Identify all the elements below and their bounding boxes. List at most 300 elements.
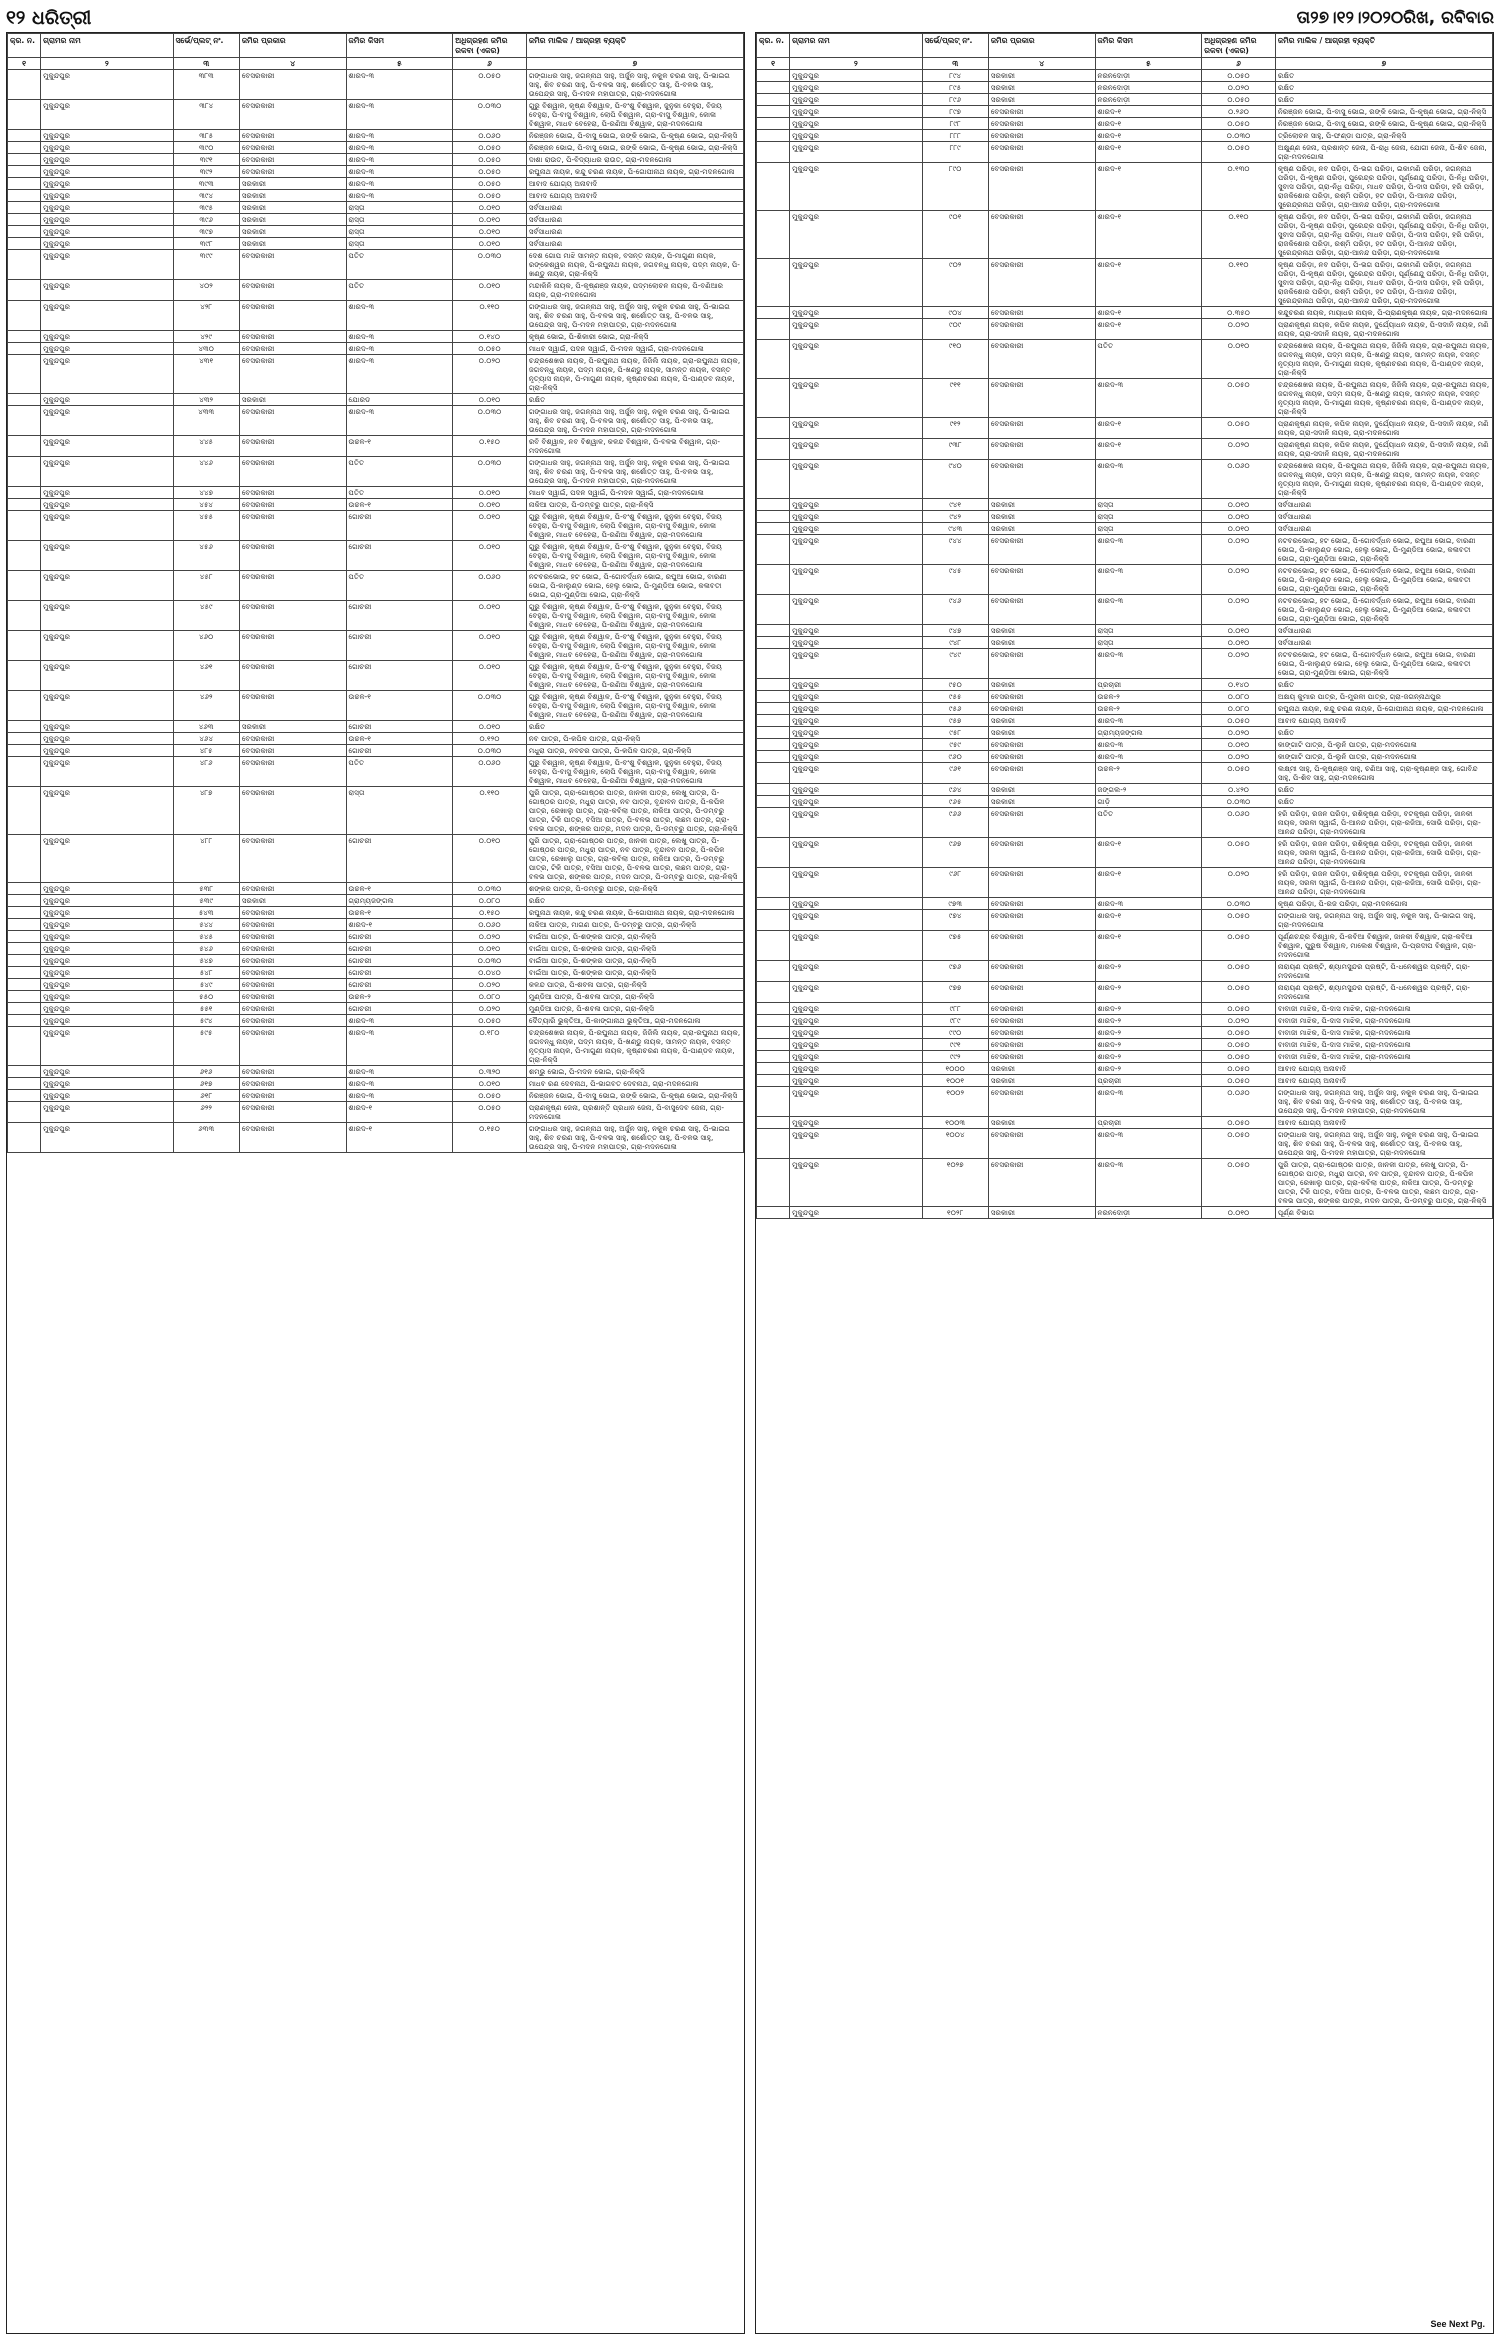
plot-number-cell: ୮୯୮ xyxy=(922,118,988,130)
plot-number-cell: ୪୫୮ xyxy=(173,571,239,601)
land-type-cell: ବେସରକାରୀ xyxy=(239,301,346,331)
serial-cell xyxy=(8,487,41,499)
serial-cell xyxy=(757,1087,790,1117)
header-cell: ଜମିର କିସମ xyxy=(346,34,453,58)
table-header-row xyxy=(8,34,744,58)
owner-cell: ନିରଞ୍ଜନ ଭୋଇ, ପି-ବାସୁ ଭୋଇ, ରଙ୍କି ଭୋଇ, ପି-କୃଷ୍ଣ ଭୋଇ, ଗ୍ରା-ନିକ୍ସି xyxy=(1275,118,1492,130)
owner-cell: ପୂର୍ଣ୍ଣ ବିଭାଗ xyxy=(1275,1207,1492,1219)
owner-cell: କୃଷ୍ଣ ପରିଡ଼ା, ନବ ପରିଡ଼ା, ପି-ଭଗ ପରିଡ଼ା, ଇକାମଣି ପରିଡ଼ା, ଜଗନ୍ନାଥ ପରିଡ଼ା, ପି-କୃଷ୍ଣ ପରିଡ଼ା, ପୁରେନ୍ଦ୍ର ପରିଡ଼ା, ପୂର୍ଣ୍ଣେନ୍ଦୁ ପରିଡ଼ା, ପି-ନିଧି ପରିଡ଼ା, ସୁବାସ ପରିଡ଼ା, ଗ୍ରା-ନିଧି ପରିଡ଼ା, ମାଧବ ପରିଡ଼ା, ପି-ଦାସ ପରିଡ଼ା, ହରି ପରିଡ଼ା, ରାଜକିଶୋର ପରିଡ଼ା, ରଶ୍ମି ପରିଡ଼ା, ହଟ ପରିଡ଼ା, ପି-ଆନନ୍ଦ ପରିଡ଼ା, ସୁରେନ୍ଦ୍ରନାଥ ପରିଡ଼ା, ଗ୍ରା-ଆନନ୍ଦ ପରିଡ଼ା, ଗ୍ରା-ମଦନଗୋଳା xyxy=(1275,259,1492,307)
serial-cell xyxy=(8,226,41,238)
owner-cell: ରକ୍ଷିତ xyxy=(1275,796,1492,808)
column-number-row xyxy=(757,58,1493,70)
land-type-cell: ବେସରକାରୀ xyxy=(988,649,1095,679)
village-cell: ମୁକୁନ୍ଦପୁର xyxy=(790,751,922,763)
area-cell: ୦.୦୩୦ xyxy=(453,250,527,280)
owner-cell: ବାବାଜୀ ମାଝିକ, ପି-ଦାସ ମାଝିକ, ଗ୍ରା-ମଦନଗୋଳା xyxy=(1275,1039,1492,1051)
village-cell: ମୁକୁନ୍ଦପୁର xyxy=(41,745,173,757)
serial-cell xyxy=(757,739,790,751)
table-row xyxy=(757,727,1493,739)
plot-number-cell: ୫୪୫ xyxy=(173,931,239,943)
area-cell: ୦.୦୫୦ xyxy=(1202,1039,1276,1051)
area-cell: ୦.୦୩୦ xyxy=(453,406,527,436)
land-class-cell: ଉଚ୍ଚଳ-୨ xyxy=(1095,703,1202,715)
area-cell: ୦.୦୫୦ xyxy=(453,142,527,154)
serial-cell xyxy=(757,499,790,511)
date-label: ତା୨୭।୧୨।୨୦୨୦ରିଖ, ରବିବାର xyxy=(1296,8,1494,28)
village-cell: ମୁକୁନ୍ଦପୁର xyxy=(41,100,173,130)
owner-cell: ରଘୁନାଥ ନାୟକ, କନ୍ଦୁ ଚରଣ ନାୟକ, ପି-ଗୋପୀନାଥ ନାୟକ, ଗ୍ରା-ମଦନଗୋଳା xyxy=(526,166,743,178)
table-row xyxy=(8,1027,744,1066)
header-cell: ଗ୍ରାମର ନାମ xyxy=(790,34,922,58)
land-type-cell: ସରକାରୀ xyxy=(988,625,1095,637)
column-number: ୧ xyxy=(757,58,790,70)
area-cell: ୦.୦୫୦ xyxy=(1202,1027,1276,1039)
plot-number-cell: ୪୬୦ xyxy=(173,631,239,661)
village-cell: ମୁକୁନ୍ଦପୁର xyxy=(790,1003,922,1015)
table-row xyxy=(8,835,744,883)
village-cell: ମୁକୁନ୍ଦପୁର xyxy=(41,142,173,154)
serial-cell xyxy=(8,991,41,1003)
header-cell: ସର୍ଭେ/ପ୍ଲଟ୍ ନଂ. xyxy=(173,34,239,58)
village-cell: ମୁକୁନ୍ଦପୁର xyxy=(41,250,173,280)
land-type-cell: ସରକାରୀ xyxy=(239,238,346,250)
plot-number-cell: ୯୭୭ xyxy=(922,982,988,1003)
serial-cell xyxy=(757,565,790,595)
village-cell: ମୁକୁନ୍ଦପୁର xyxy=(41,457,173,487)
land-class-cell: ଶାରଦ-୨ xyxy=(1095,961,1202,982)
land-class-cell: ଶାରଦ-୨ xyxy=(1095,1051,1202,1063)
serial-cell xyxy=(757,523,790,535)
table-row xyxy=(757,106,1493,118)
table-row xyxy=(8,487,744,499)
plot-number-cell: ୯୫୮ xyxy=(922,727,988,739)
village-cell: ମୁକୁନ୍ଦପୁର xyxy=(790,106,922,118)
village-cell: ମୁକୁନ୍ଦପୁର xyxy=(790,784,922,796)
serial-cell xyxy=(757,898,790,910)
plot-number-cell: ୮୯୭ xyxy=(922,106,988,118)
village-cell: ମୁକୁନ୍ଦପୁର xyxy=(41,280,173,301)
land-type-cell: ବେସରକାରୀ xyxy=(239,166,346,178)
land-class-cell: ଶାରଦ-୧ xyxy=(1095,118,1202,130)
serial-cell xyxy=(8,190,41,202)
table-row xyxy=(8,238,744,250)
land-type-cell: ବେସରକାରୀ xyxy=(988,106,1095,118)
village-cell: ମୁକୁନ୍ଦପୁର xyxy=(41,895,173,907)
table-row xyxy=(757,868,1493,898)
area-cell: ୦.୦୫୦ xyxy=(1202,418,1276,439)
owner-cell: ପୂର୍ଣ୍ଣଚନ୍ଦ୍ର ବିଶ୍ୱାଳ, ପି-କବିଆ ବିଶ୍ୱାଳ, ଜାନକୀ ବିଶ୍ୱାଳ, ଗ୍ରା-କବିଆ ବିଶ୍ୱାଳ, ପୁରୁଷ ବିଶ୍ୱାଳ, ମାଲେଶ ବିଶ୍ୱାଳ, ପି-ପ୍ରଦୀପ ବିଶ୍ୱାଳ, ଗ୍ରା-ମଦନଗୋଳା xyxy=(1275,931,1492,961)
serial-cell xyxy=(757,784,790,796)
land-class-cell: ଶାରଦ-୧ xyxy=(1095,142,1202,163)
land-type-cell: ସରକାରୀ xyxy=(988,796,1095,808)
area-cell: ୦.୦୮୦ xyxy=(453,991,527,1003)
land-type-cell: ବେସରକାରୀ xyxy=(239,919,346,931)
serial-cell xyxy=(757,142,790,163)
table-row xyxy=(757,691,1493,703)
serial-cell xyxy=(8,343,41,355)
land-class-cell: ରାସ୍ତା xyxy=(346,787,453,835)
land-class-cell: ପତିତ xyxy=(346,487,453,499)
land-type-cell: ସରକାରୀ xyxy=(239,226,346,238)
land-class-cell: ଶାରଦ-୩ xyxy=(346,406,453,436)
table-row xyxy=(757,523,1493,535)
area-cell: ୦.୦୧୦ xyxy=(453,238,527,250)
area-cell: ୦.୦୧୦ xyxy=(453,601,527,631)
village-cell: ମୁକୁନ୍ଦପୁର xyxy=(790,625,922,637)
village-cell: ମୁକୁନ୍ଦପୁର xyxy=(41,1090,173,1102)
area-cell: ୦.୧୨୦ xyxy=(453,733,527,745)
serial-cell xyxy=(8,331,41,343)
village-cell: ମୁକୁନ୍ଦପୁର xyxy=(790,595,922,625)
plot-number-cell: ୪୫୯ xyxy=(173,601,239,631)
village-cell: ମୁକୁନ୍ଦପୁର xyxy=(790,259,922,307)
land-type-cell: ବେସରକାରୀ xyxy=(239,130,346,142)
column-number: ୪ xyxy=(239,58,346,70)
owner-cell: ବାବାଜୀ ମାଝିକ, ପି-ଦାସ ମାଝିକ, ଗ୍ରା-ମଦନଗୋଳା xyxy=(1275,1015,1492,1027)
land-class-cell: ଗାଡ଼ି xyxy=(1095,796,1202,808)
serial-cell xyxy=(8,1027,41,1066)
village-cell: ମୁକୁନ୍ଦପୁର xyxy=(41,226,173,238)
serial-cell xyxy=(8,214,41,226)
table-row xyxy=(8,280,744,301)
serial-cell xyxy=(757,94,790,106)
land-type-cell: ବେସରକାରୀ xyxy=(988,418,1095,439)
area-cell: ୦.୧୧୦ xyxy=(453,301,527,331)
area-cell: ୦.୦୫୦ xyxy=(453,154,527,166)
area-cell: ୦.୦୫୦ xyxy=(453,1015,527,1027)
table-row xyxy=(8,631,744,661)
owner-cell: ପୁରି ପାତ୍ର, ଗ୍ରା-ଗୋଷ୍ଠର ପାତ୍ର, ଜାନକୀ ପାତ୍ର, ଲେଖୁ ପାତ୍ର, ପି-ଗୋଷ୍ଠର ପାତ୍ର, ମଧୁରା ପାତ୍ର, ନବ ପାତ୍ର, ବୃନ୍ଦାବନ ପାତ୍ର, ପି-କପିଳ ପାତ୍ର, ରେଖାଲୁ ପାତ୍ର, ଗ୍ରା-କବିଲା ପାତ୍ର, ନାକିଆ ପାତ୍ର, ପି-ଡମ୍ବରୁ ପାତ୍ର, ଟିକି ପାତ୍ର, ବସିଆ ପାତ୍ର, ପି-ବଳଭ ପାତ୍ର, ଲଛମ ପାତ୍ର, ଗ୍ରା-ବଳଭ ପାତ୍ର, ଶଙ୍କର ପାତ୍ର, ମଦନ ପାତ୍ର, ପି-ଡମ୍ବରୁ ପାତ୍ର, ଗ୍ରା-ନିକ୍ସି xyxy=(526,835,743,883)
land-type-cell: ବେସରକାରୀ xyxy=(988,211,1095,259)
land-class-cell: ଶାରଦ-୩ xyxy=(346,1015,453,1027)
plot-number-cell: ୯୪୯ xyxy=(922,649,988,679)
land-class-cell: ପ୍ରଚାରୀ xyxy=(1095,1117,1202,1129)
plot-number-cell: ୯୬୭ xyxy=(922,838,988,868)
land-type-cell: ସରକାରୀ xyxy=(988,94,1095,106)
plot-number-cell: ୩୯୦ xyxy=(173,142,239,154)
land-type-cell: ବେସରକାରୀ xyxy=(239,1066,346,1078)
village-cell: ମୁକୁନ୍ଦପୁର xyxy=(41,919,173,931)
table-body-right xyxy=(757,70,1493,1219)
land-type-cell: ବେସରକାରୀ xyxy=(239,745,346,757)
plot-number-cell: ୪୩୧ xyxy=(173,355,239,394)
plot-number-cell: ୯୪୫ xyxy=(922,565,988,595)
land-type-cell: ସରକାରୀ xyxy=(988,82,1095,94)
plot-number-cell: ୪୮୬ xyxy=(173,757,239,787)
village-cell: ମୁକୁନ୍ଦପୁର xyxy=(41,1123,173,1153)
owner-cell: ରକ୍ଷିତ xyxy=(1275,94,1492,106)
plot-number-cell: ୯୫୯ xyxy=(922,739,988,751)
area-cell: ୦.୧୫୦ xyxy=(453,1123,527,1153)
land-class-cell: ଶାରଦ-୩ xyxy=(346,1066,453,1078)
table-row xyxy=(8,70,744,100)
land-class-cell: ଉଚ୍ଚଳ-୨ xyxy=(1095,763,1202,784)
serial-cell xyxy=(8,733,41,745)
table-row xyxy=(8,355,744,394)
village-cell: ମୁକୁନ୍ଦପୁର xyxy=(790,379,922,418)
land-type-cell: ବେସରକାରୀ xyxy=(239,1027,346,1066)
land-type-cell: ସରକାରୀ xyxy=(239,394,346,406)
land-type-cell: ବେସରକାରୀ xyxy=(239,499,346,511)
land-type-cell: ବେସରକାରୀ xyxy=(988,379,1095,418)
table-row xyxy=(8,1003,744,1015)
land-class-cell: ଶାରଦ-୨ xyxy=(1095,1039,1202,1051)
table-body-left xyxy=(8,70,744,1153)
owner-cell: ଚନ୍ଦ୍ରଶେଖର ନାୟକ, ପି-ରଘୁନାଥ ନାୟକ, ଜିଜିଲି ନାୟକ, ଗ୍ରା-ରଘୁନାଥ ନାୟକ, ଜଗବନ୍ଧୁ ନାୟକ, ପଦ୍ମ ନାୟକ, ପି-ଖଣ୍ଡୁ ନାୟକ, ସାମନ୍ତ ନାୟକ, ବସନ୍ତ ନୃତ୍ୟାସ ନାୟକ, ପି-ମାଗୁଣୀ ନାୟକ, କୃଷ୍ଣଚରଣ ନାୟକ, ପି-ପାଣ୍ଡବ ନାୟକ, ଗ୍ରା-ନିକ୍ସି xyxy=(1275,379,1492,418)
land-type-cell: ବେସରକାରୀ xyxy=(988,439,1095,460)
land-type-cell: ସରକାରୀ xyxy=(239,214,346,226)
plot-number-cell: ୯୯୦ xyxy=(922,1027,988,1039)
area-cell: ୦.୦୧୦ xyxy=(1202,739,1276,751)
land-type-cell: ବେସରକାରୀ xyxy=(988,142,1095,163)
area-cell: ୦.୦୫୦ xyxy=(1202,763,1276,784)
land-class-cell: ଉଚ୍ଚଳ-୧ xyxy=(346,436,453,457)
village-cell: ମୁକୁନ୍ଦପୁର xyxy=(790,1039,922,1051)
land-class-cell: ରାସ୍ତା xyxy=(1095,499,1202,511)
area-cell: ୦.୦୫୦ xyxy=(453,1102,527,1123)
table-row xyxy=(8,571,744,601)
header-cell: ଜମିର ମାଲିକ / ଆଗ୍ରହୀ ବ୍ୟକ୍ତି xyxy=(1275,34,1492,58)
plot-number-cell: ୧୦୦୧ xyxy=(922,1075,988,1087)
land-class-cell: ଶାରଦ-୨ xyxy=(1095,1003,1202,1015)
owner-cell: ନାକିଆ ପାତ୍ର, ପି-ଡମ୍ବରୁ ପାତ୍ର, ଗ୍ରା-ନିକ୍ସି xyxy=(526,499,743,511)
table-row xyxy=(757,838,1493,868)
serial-cell xyxy=(8,394,41,406)
table-row xyxy=(8,100,744,130)
land-class-cell: ଶାରଦ-୩ xyxy=(346,166,453,178)
table-row xyxy=(757,259,1493,307)
owner-cell: ପ୍ରାଣକୃଷ୍ଣ ନାୟକ, କପିଳ ନାୟକ, ଦୁର୍ଯ୍ୟୋଧନ ନାୟକ, ପି-ସଦାନି ନାୟକ, ମଣି ନାୟକ, ଗ୍ରା-ସଦାନି ନାୟକ, ଗ୍ରା-ମଦନଗୋଳା xyxy=(1275,319,1492,340)
area-cell: ୦.୦୩୦ xyxy=(1202,796,1276,808)
serial-cell xyxy=(757,910,790,931)
land-type-cell: ବେସରକାରୀ xyxy=(239,487,346,499)
village-cell: ମୁକୁନ୍ଦପୁର xyxy=(41,571,173,601)
table-row xyxy=(757,307,1493,319)
table-row xyxy=(757,82,1493,94)
serial-cell xyxy=(757,118,790,130)
area-cell: ୦.୦୧୦ xyxy=(1202,511,1276,523)
plot-number-cell: ୫୩୮ xyxy=(173,883,239,895)
plot-number-cell: ୯୪୪ xyxy=(922,535,988,565)
plot-number-cell: ୬୨୨ xyxy=(173,1102,239,1123)
area-cell: ୦.୦୨୦ xyxy=(453,1003,527,1015)
table-row xyxy=(8,955,744,967)
land-type-cell: ବେସରକାରୀ xyxy=(988,739,1095,751)
owner-cell: ଗଙ୍ଗାଧର ସାହୁ, ଜଗନ୍ନାଥ ସାହୁ, ଅର୍ଜୁନ ସାହୁ, ନକୁଳ ଚରଣ ସାହୁ, ପି-ଭାଇଗ ସାହୁ, ଶିବ ଚରଣ ସାହୁ, ପି-ବଳଭ ସାହୁ, ଶର୍ଶୋତ୍ତ ସାହୁ, ପି-ବଳଭ ସାହୁ, ଉପେନ୍ଦ୍ର ସାହୁ, ପି-ମଦନ ମହାପାତ୍ର, ଗ୍ରା-ମଦନଗୋଳା xyxy=(526,457,743,487)
land-type-cell: ବେସରକାରୀ xyxy=(239,835,346,883)
village-cell: ମୁକୁନ୍ଦପୁର xyxy=(790,163,922,211)
land-type-cell: ବେସରକାରୀ xyxy=(239,757,346,787)
land-type-cell: ବେସରକାରୀ xyxy=(239,100,346,130)
owner-cell: ମନ୍ଦାକିନି ନାୟକ, ପି-କୃଷ୍ଣଞ୍ଜ ନାୟକ, ପଦ୍ମଲୋଚନ ନାୟକ, ପି-ବଣିଆର ନାୟକ, ଗ୍ରା-ମଦନଗୋଳା xyxy=(526,280,743,301)
land-type-cell: ସରକାରୀ xyxy=(988,511,1095,523)
land-type-cell: ବେସରକାରୀ xyxy=(988,1051,1095,1063)
area-cell: ୦.୧୪୦ xyxy=(1202,679,1276,691)
table-row xyxy=(8,343,744,355)
serial-cell xyxy=(757,1207,790,1219)
village-cell: ମୁକୁନ୍ଦପୁର xyxy=(790,931,922,961)
area-cell: ୦.୦୧୦ xyxy=(453,511,527,541)
plot-number-cell: ୩୯୧ xyxy=(173,154,239,166)
area-cell: ୦.୦୫୦ xyxy=(1202,70,1276,82)
serial-cell xyxy=(8,631,41,661)
header-cell: ଗ୍ରାମର ନାମ xyxy=(41,34,173,58)
area-cell: ୦.୦୧୦ xyxy=(453,661,527,691)
land-type-cell: ବେସରକାରୀ xyxy=(239,601,346,631)
serial-cell xyxy=(8,601,41,631)
village-cell: ମୁକୁନ୍ଦପୁର xyxy=(790,499,922,511)
table-row xyxy=(757,751,1493,763)
area-cell: ୦.୦୫୦ xyxy=(1202,910,1276,931)
table-row xyxy=(8,661,744,691)
land-class-cell: ଗୋଚରୀ xyxy=(346,631,453,661)
plot-number-cell: ୩୯୫ xyxy=(173,202,239,214)
area-cell: ୦.୦୧୦ xyxy=(1202,637,1276,649)
land-type-cell: ବେସରକାରୀ xyxy=(239,1078,346,1090)
serial-cell xyxy=(757,511,790,523)
area-cell: ୦.୦୬୦ xyxy=(1202,1087,1276,1117)
village-cell: ମୁକୁନ୍ଦପୁର xyxy=(41,214,173,226)
table-row xyxy=(757,595,1493,625)
land-class-cell: ଜଙ୍ଗଲ-୨ xyxy=(1095,784,1202,796)
plot-number-cell: ୫୪୭ xyxy=(173,955,239,967)
village-cell: ମୁକୁନ୍ଦପୁର xyxy=(790,523,922,535)
serial-cell xyxy=(757,418,790,439)
serial-cell xyxy=(757,340,790,379)
owner-cell: କାଙ୍ଗାଟି ପାତ୍ର, ପି-ଲୁନି ପାତ୍ର, ଗ୍ରା-ମଦନଗୋଳା xyxy=(1275,739,1492,751)
plot-number-cell: ୮୯୦ xyxy=(922,163,988,211)
table-row xyxy=(8,394,744,406)
village-cell: ମୁକୁନ୍ଦପୁର xyxy=(790,535,922,565)
area-cell: ୦.୧୧୦ xyxy=(1202,259,1276,307)
owner-cell: ଗୁରୁ ବିଶ୍ୱାଳ, କୃଷ୍ଣ ବିଶ୍ୱାଳ, ପି-ବଂଶୁ ବିଶ୍ୱାଳ, ଜୁନୁକା ବେହୁରା, ବିଜୟ ବେହୁରା, ପି-ବାସୁ ବିଶ୍ୱାଳ, ଲୋପି ବିଶ୍ୱାଳ, ଗ୍ରା-ବାସୁ ବିଶ୍ୱାଳ, କୋଳା ବିଶ୍ୱାଳ, ମାଧବ ବେହେରା, ପି-ରଣିଆ ବିଶ୍ୱାଳ, ଗ୍ରା-ମଦନଗୋଳା xyxy=(526,601,743,631)
owner-cell: ମୁଣ୍ଡିଆ ପାତ୍ର, ପି-ଶବଳା ପାତ୍ର, ଗ୍ରା-ନିକ୍ସି xyxy=(526,1003,743,1015)
land-class-cell: ରାସ୍ତା xyxy=(346,238,453,250)
land-class-cell: ଶାରଦ-୧ xyxy=(346,919,453,931)
village-cell: ମୁକୁନ୍ଦପୁର xyxy=(790,796,922,808)
land-class-cell: ଗୋଚରୀ xyxy=(346,943,453,955)
table-row xyxy=(8,919,744,931)
plot-number-cell: ୫୪୪ xyxy=(173,919,239,931)
land-type-cell: ସରକାରୀ xyxy=(988,70,1095,82)
plot-number-cell: ୫୫୧ xyxy=(173,1003,239,1015)
header-cell: ଅଧିଗ୍ରହଣ ଜମିର ରକବା (ଏକର) xyxy=(1202,34,1276,58)
owner-cell: ନଟବରଭୋଇ, ହଟ ଭୋଇ, ପି-ଗୋବର୍ଦ୍ଧନ ଭୋଇ, ରଘୁଆ ଭୋଇ, ବାରଣୀ ଭୋଇ, ପି-କାଲୁଣ୍ଡ ଭୋଇ, ହେଲୁ ଭୋଇ, ପି-ମୁଣ୍ଡିଆ ଭୋଇ, କଳାବତୀ ଭୋଇ, ଗ୍ରା-ମୁଣ୍ଡିଆ ଭୋଇ, ଗ୍ରା-ନିକ୍ସି xyxy=(1275,595,1492,625)
village-cell: ମୁକୁନ୍ଦପୁର xyxy=(790,763,922,784)
table-row xyxy=(8,142,744,154)
owner-cell: ବାଇଁଆ ପାତ୍ର, ପି-ଶଙ୍କର ପାତ୍ର, ଗ୍ରା-ନିକ୍ସି xyxy=(526,943,743,955)
page-label: ୧୨ ଧରିତ୍ରୀ xyxy=(6,7,92,29)
area-cell: ୦.୦୫୦ xyxy=(1202,961,1276,982)
serial-cell xyxy=(757,982,790,1003)
area-cell: ୦.୧୪୦ xyxy=(453,331,527,343)
table-row xyxy=(757,163,1493,211)
serial-cell xyxy=(8,571,41,601)
column-number: ୨ xyxy=(790,58,922,70)
table-row xyxy=(757,1159,1493,1207)
village-cell: ମୁକୁନ୍ଦପୁର xyxy=(790,94,922,106)
owner-cell: ଗଙ୍ଗାଧର ସାହୁ, ଜଗନ୍ନାଥ ସାହୁ, ଅର୍ଜୁନ ସାହୁ, ନକୁଳ ସାହୁ, ପି-ଭାଇଗ ସାହୁ, ଗ୍ରା-ମଦନଗୋଳା xyxy=(1275,910,1492,931)
owner-cell: ଆବାଦ ଯୋଗ୍ୟ ଅନାବାଦି xyxy=(526,190,743,202)
serial-cell xyxy=(8,1066,41,1078)
plot-number-cell: ୫୯୪ xyxy=(173,1015,239,1027)
land-class-cell: ଶାରଦ-୧ xyxy=(1095,910,1202,931)
land-type-cell: ବେସରକାରୀ xyxy=(239,631,346,661)
area-cell: ୦.୦୬୦ xyxy=(453,919,527,931)
table-row xyxy=(8,757,744,787)
owner-cell: ଲକ୍ଷ୍ମୀ ସାହୁ, ପି-କୃଷ୍ଣଞ୍ଜ ସାହୁ, ଚଣିଆ ସାହୁ, ଗ୍ରା-କୃଷ୍ଣଞ୍ଜ ସାହୁ, ଗୋବିନ୍ଦ ସାହୁ, ପି-ଶିବ ସାହୁ, ଗ୍ରା-ମଦନଗୋଳା xyxy=(1275,763,1492,784)
table-row xyxy=(8,226,744,238)
plot-number-cell: ୩୮୩ xyxy=(173,70,239,100)
plot-number-cell: ୪୬୧ xyxy=(173,661,239,691)
village-cell: ମୁକୁନ୍ଦପୁର xyxy=(41,733,173,745)
area-cell: ୦.୩୫୦ xyxy=(1202,307,1276,319)
land-class-cell: ଗୋଚରୀ xyxy=(346,931,453,943)
owner-cell: ବାବାଜୀ ମାଝିକ, ପି-ଦାସ ମାଝିକ, ଗ୍ରା-ମଦନଗୋଳା xyxy=(1275,1003,1492,1015)
table-row xyxy=(757,418,1493,439)
area-cell: ୦.୦୫୦ xyxy=(1202,838,1276,868)
table-row xyxy=(8,1078,744,1090)
village-cell: ମୁକୁନ୍ଦପୁର xyxy=(41,499,173,511)
village-cell: ମୁକୁନ୍ଦପୁର xyxy=(790,307,922,319)
village-cell: ମୁକୁନ୍ଦପୁର xyxy=(41,238,173,250)
area-cell: ୦.୧୧୦ xyxy=(1202,211,1276,259)
land-class-cell: ଗୋଚରୀ xyxy=(346,1003,453,1015)
area-cell: ୦.୦୩୦ xyxy=(453,691,527,721)
serial-cell xyxy=(8,745,41,757)
serial-cell xyxy=(757,868,790,898)
serial-cell xyxy=(757,961,790,982)
owner-cell: ମାଧବ ସ୍ୱାଇଁ, ପଦନ ସ୍ୱାଇଁ, ପି-ମଦନ ସ୍ୱାଇଁ, ଗ୍ରା-ମଦନଗୋଳା xyxy=(526,343,743,355)
land-class-cell: ପତିତ xyxy=(346,457,453,487)
serial-cell xyxy=(8,238,41,250)
table-row xyxy=(757,910,1493,931)
plot-number-cell: ୯୫୦ xyxy=(922,679,988,691)
table-row xyxy=(757,1129,1493,1159)
table-row xyxy=(8,691,744,721)
area-cell: ୦.୦୬୦ xyxy=(453,571,527,601)
land-class-cell: ଗ୍ରାମ୍ୟଜଙ୍ଗଲ xyxy=(346,895,453,907)
land-type-cell: ବେସରକାରୀ xyxy=(239,691,346,721)
village-cell: ମୁକୁନ୍ଦପୁର xyxy=(41,406,173,436)
plot-number-cell: ୪୪୫ xyxy=(173,436,239,457)
village-cell: ମୁକୁନ୍ଦପୁର xyxy=(790,808,922,838)
plot-number-cell: ୫୯୫ xyxy=(173,1027,239,1066)
plot-number-cell: ୯୭୪ xyxy=(922,910,988,931)
land-type-cell: ବେସରକାରୀ xyxy=(239,331,346,343)
table-row xyxy=(757,1087,1493,1117)
owner-cell: ରକ୍ଷିତ xyxy=(526,394,743,406)
owner-cell: ସର୍ବସାଧାରଣ xyxy=(1275,625,1492,637)
serial-cell xyxy=(8,1003,41,1015)
owner-cell: ଗଙ୍ଗାଧର ସାହୁ, ଜଗନ୍ନାଥ ସାହୁ, ଅର୍ଜୁନ ସାହୁ, ନକୁଳ ଚରଣ ସାହୁ, ପି-ଭାଇଗ ସାହୁ, ଶିବ ଚରଣ ସାହୁ, ପି-ବଳଭ ସାହୁ, ଶର୍ଶୋତ୍ତ ସାହୁ, ପି-ବଳଭ ସାହୁ, ଉପେନ୍ଦ୍ର ସାହୁ, ପି-ମଦନ ମହାପାତ୍ର, ଗ୍ରା-ମଦନଗୋଳା xyxy=(526,301,743,331)
owner-cell: ମଧୁରା ପାତ୍ର, ନବଚର ପାତ୍ର, ପି-କପିଳ ପାତ୍ର, ଗ୍ରା-ନିକ୍ସି xyxy=(526,745,743,757)
header-cell: କ୍ର. ନ. xyxy=(8,34,41,58)
serial-cell xyxy=(757,931,790,961)
plot-number-cell: ୯୬୧ xyxy=(922,763,988,784)
owner-cell: ଆବାଦ ଯୋଗ୍ୟ ଅନାବାଦି xyxy=(1275,1075,1492,1087)
land-type-cell: ସରକାରୀ xyxy=(988,715,1095,727)
plot-number-cell: ୩୯୪ xyxy=(173,190,239,202)
owner-cell: ରକ୍ଷିତ xyxy=(1275,784,1492,796)
area-cell: ୦.୧୫୦ xyxy=(453,436,527,457)
area-cell: ୦.୦୧୦ xyxy=(453,226,527,238)
owner-cell: ପ୍ରାଣକୃଷ୍ଣ ନାୟକ, କପିଳ ନାୟକ, ଦୁର୍ଯ୍ୟୋଧନ ନାୟକ, ପି-ସଦାନି ନାୟକ, ମଣି ନାୟକ, ଗ୍ରା-ସଦାନି ନାୟକ, ଗ୍ରା-ମଦନଗୋଳା xyxy=(1275,439,1492,460)
land-type-cell: ବେସରକାରୀ xyxy=(988,259,1095,307)
owner-cell: ଗୁରୁ ବିଶ୍ୱାଳ, କୃଷ୍ଣ ବିଶ୍ୱାଳ, ପି-ବଂଶୁ ବିଶ୍ୱାଳ, ଜୁନୁକା ବେହୁରା, ବିଜୟ ବେହୁରା, ପି-ବାସୁ ବିଶ୍ୱାଳ, ଲୋପି ବିଶ୍ୱାଳ, ଗ୍ରା-ବାସୁ ବିଶ୍ୱାଳ, କୋଳା ବିଶ୍ୱାଳ, ମାଧବ ବେହେରା, ପି-ରଣିଆ ବିଶ୍ୱାଳ, ଗ୍ରା-ମଦନଗୋଳା xyxy=(526,691,743,721)
land-type-cell: ସରକାରୀ xyxy=(988,1207,1095,1219)
village-cell: ମୁକୁନ୍ଦପୁର xyxy=(790,703,922,715)
